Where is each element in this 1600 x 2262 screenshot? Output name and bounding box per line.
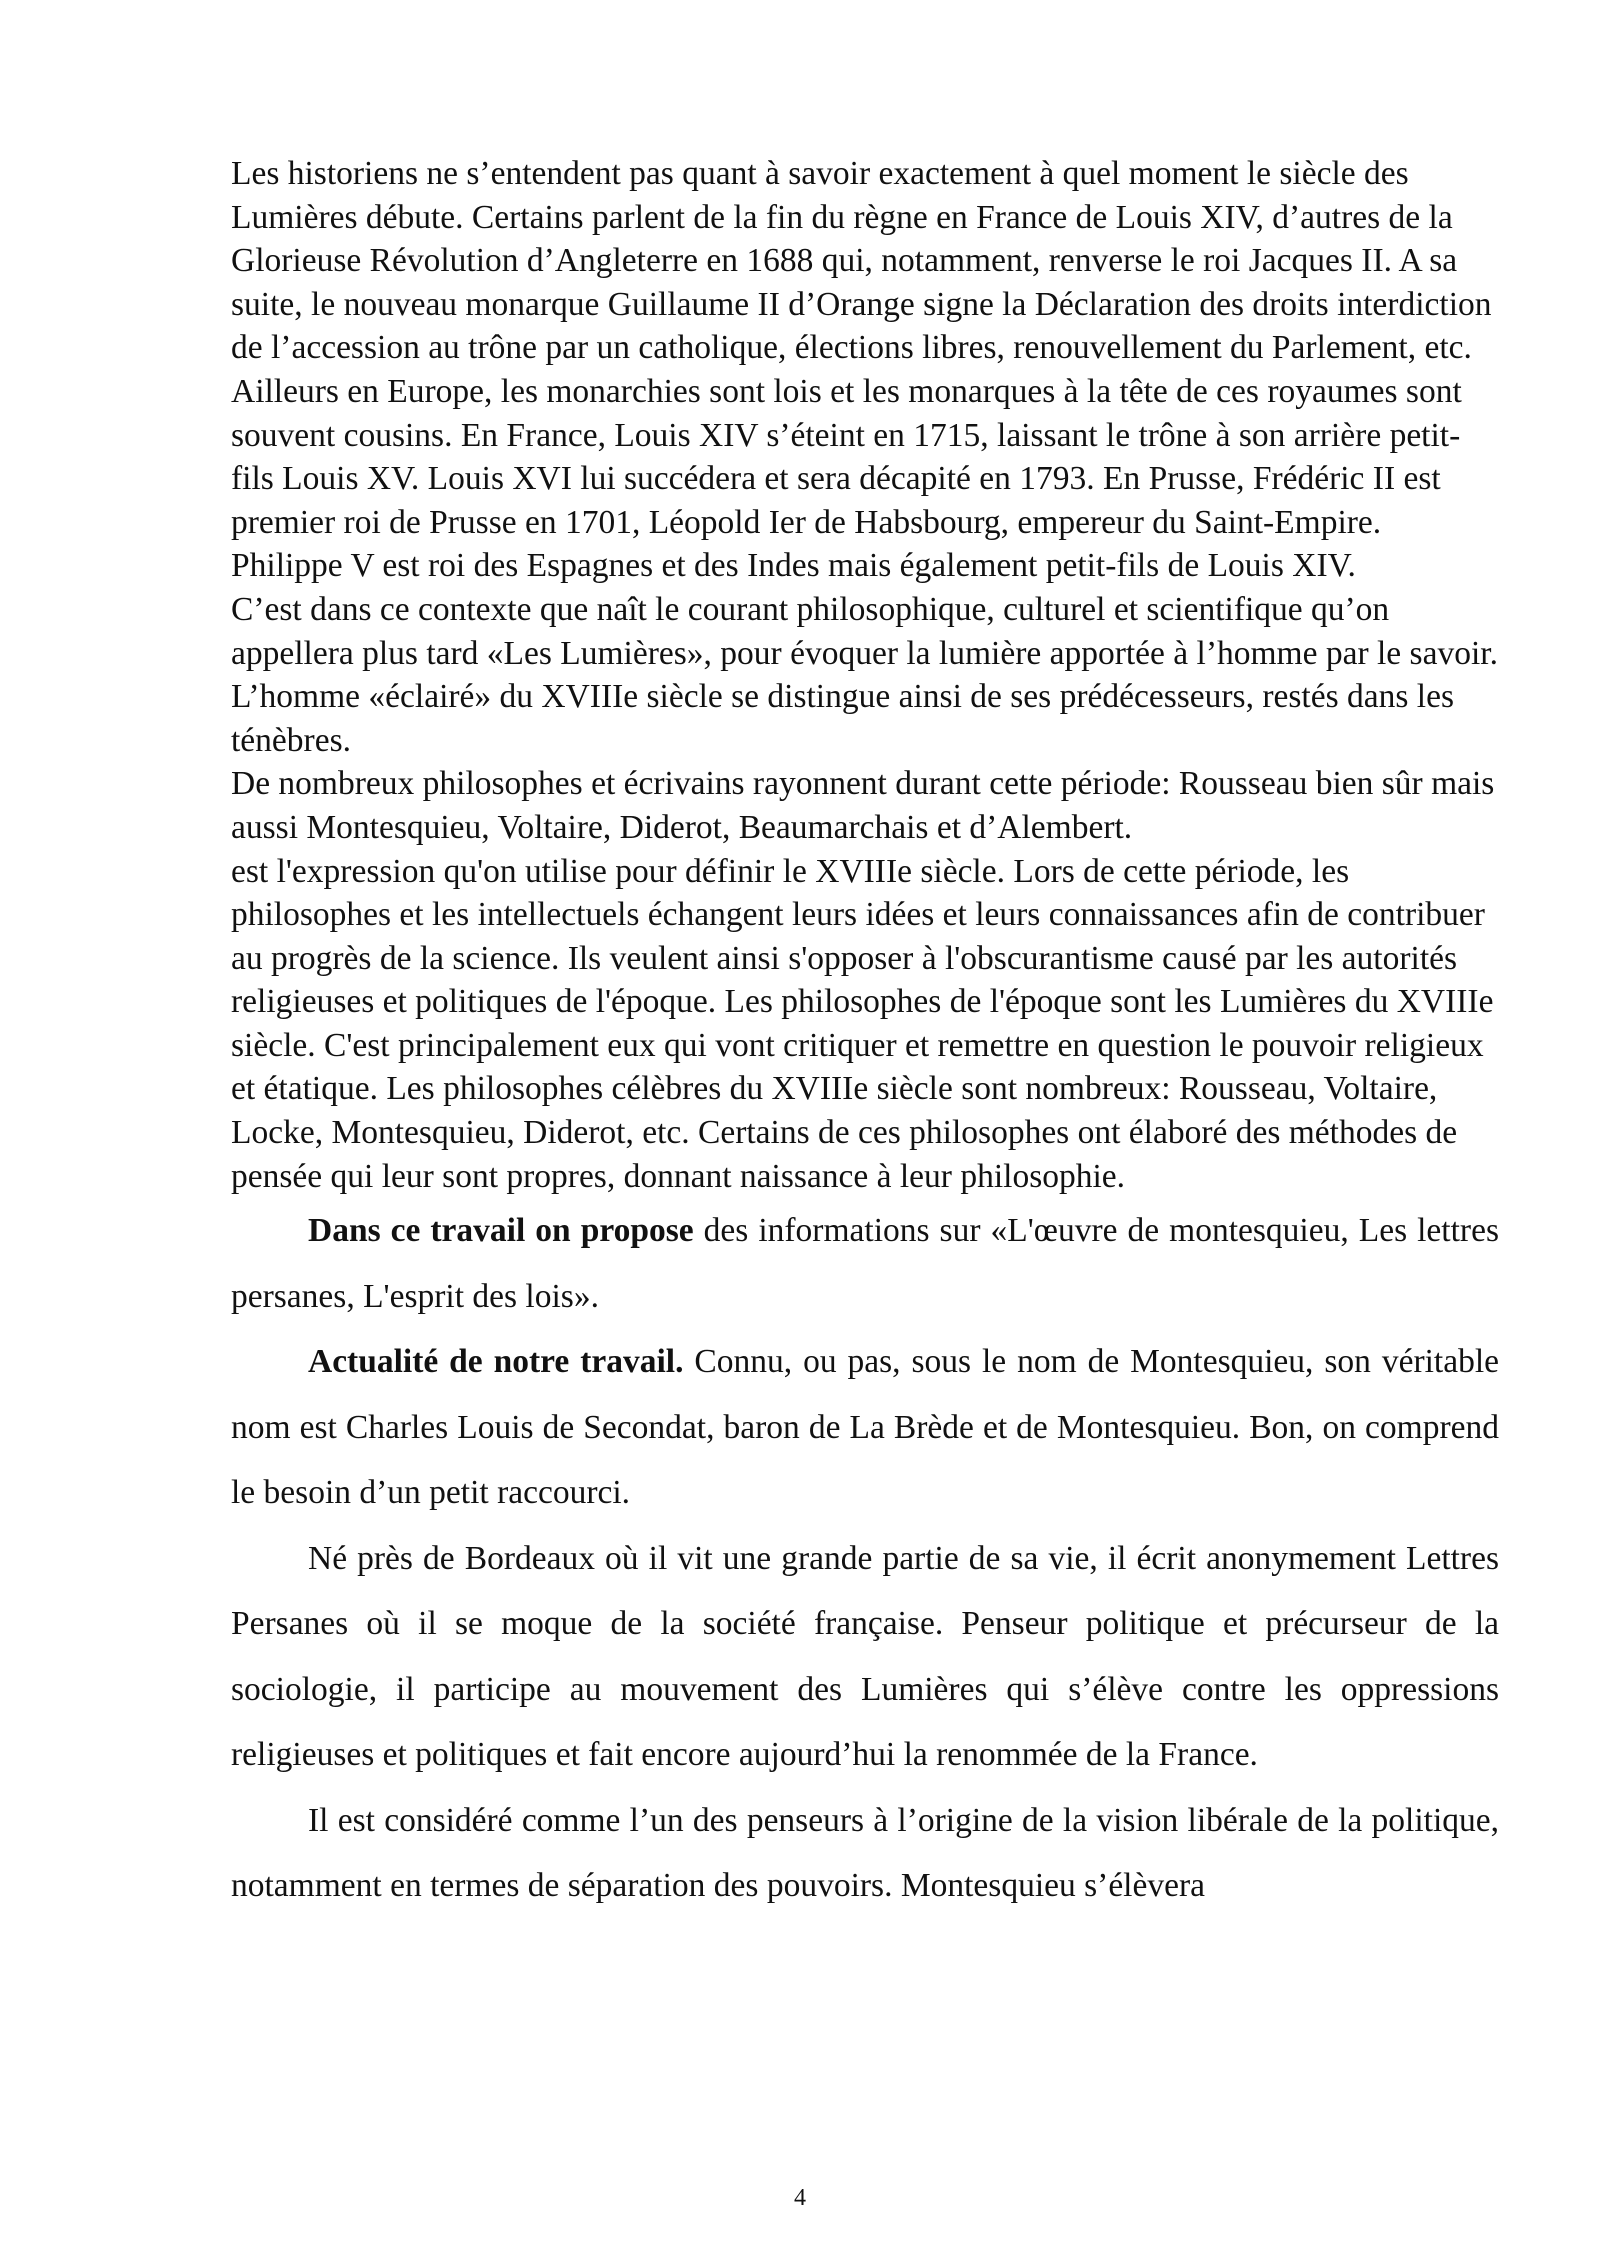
paragraph-lumieres-definition: C’est dans ce contexte que naît le courant philosophique, culturel et scientifique qu’on appellera plus tard «Les Lumières», pour évoquer la lumière apportée à l’homme par le savoir. L’homme «éclairé» du XVIIIe siècle se distingue ainsi de ses prédécesseurs, restés dans les ténèbres. bbox=[231, 590, 1498, 759]
body-text bbox=[231, 152, 1499, 1919]
paragraph-liberal-vision: Il est considéré comme l’un des penseurs à l’origine de la vision libérale de la politique, notamment en termes de séparation des pouvoirs. Montesquieu s’élèvera bbox=[231, 1801, 1499, 1905]
actuality-text: Connu, ou pas, sous le nom de Montesquieu, son véritable nom est Charles Louis de Secondat, baron de La Brède et de Montesquieu. Bon, on comprend le besoin d’un petit raccourci. bbox=[231, 1343, 1500, 1512]
paragraph-purpose bbox=[231, 1198, 1499, 1329]
page-number: 4 bbox=[794, 2185, 806, 2211]
paragraph-biography: Né près de Bordeaux où il vit une grande partie de sa vie, il écrit anonymement Lettres Persanes où il se moque de la société française. Penseur politique et précurseur de la sociologie, il participe au mouvement des Lumières qui s’élève contre les oppressions religieuses et politiques et fait encore aujourd’hui la renommée de la France. bbox=[231, 1539, 1499, 1774]
paragraph-historical-context: Les historiens ne s’entendent pas quant à savoir exactement à quel moment le siècle des Lumières débute. Certains parlent de la fin du règne en France de Louis XIV, d’autres de la Glorieuse Révolution d’Angleterre en 1688 qui, notamment, renverse le roi Jacques II. A sa suite, le nouveau monarque Guillaume II d’Orange signe la Déclaration des droits interdiction de l’accession au trône par un catholique, élections libres, renouvellement du Parlement, etc. Ailleurs en Europe, les monarchies sont lois et les monarques à la tête de ces royaumes sont souvent cousins. En France, Louis XIV s’éteint en 1715, laissant le trône à son arrière petit-fils Louis XV. Louis XVI lui succédera et sera décapité en 1793. En Prusse, Frédéric II est premier roi de Prusse en 1701, Léopold Ier de Habsbourg, empereur du Saint-Empire. Philippe V est roi des Espagnes et des Indes mais également petit-fils de Louis XIV. bbox=[231, 155, 1492, 585]
purpose-text: des informations sur «L'œuvre de montesquieu, Les lettres persanes, L'esprit des lois». bbox=[231, 1212, 1499, 1315]
loose-section bbox=[231, 1198, 1499, 1919]
paragraph-actuality bbox=[231, 1329, 1499, 1526]
purpose-lead: Dans ce travail on propose bbox=[308, 1212, 694, 1250]
dense-section bbox=[231, 152, 1499, 1198]
paragraph-eighteenth-century: est l'expression qu'on utilise pour définir le XVIIIe siècle. Lors de cette période, les philosophes et les intellectuels échangent leurs idées et leurs connaissances afin de contribuer au progrès de la science. Ils veulent ainsi s'opposer à l'obscurantisme causé par les autorités religieuses et politiques de l'époque. Les philosophes de l'époque sont les Lumières du XVIIIe siècle. C'est principalement eux qui vont critiquer et remettre en question le pouvoir religieux et étatique. Les philosophes célèbres du XVIIIe siècle sont nombreux: Rousseau, Voltaire, Locke, Montesquieu, Diderot, etc. Certains de ces philosophes ont élaboré des méthodes de pensée qui leur sont propres, donnant naissance à leur philosophie. bbox=[231, 852, 1494, 1195]
paragraph-philosophers: De nombreux philosophes et écrivains rayonnent durant cette période: Rousseau bien sûr mais aussi Montesquieu, Voltaire, Diderot, Beaumarchais et d’Alembert. bbox=[231, 765, 1495, 846]
actuality-lead: Actualité de notre travail. bbox=[308, 1343, 684, 1381]
